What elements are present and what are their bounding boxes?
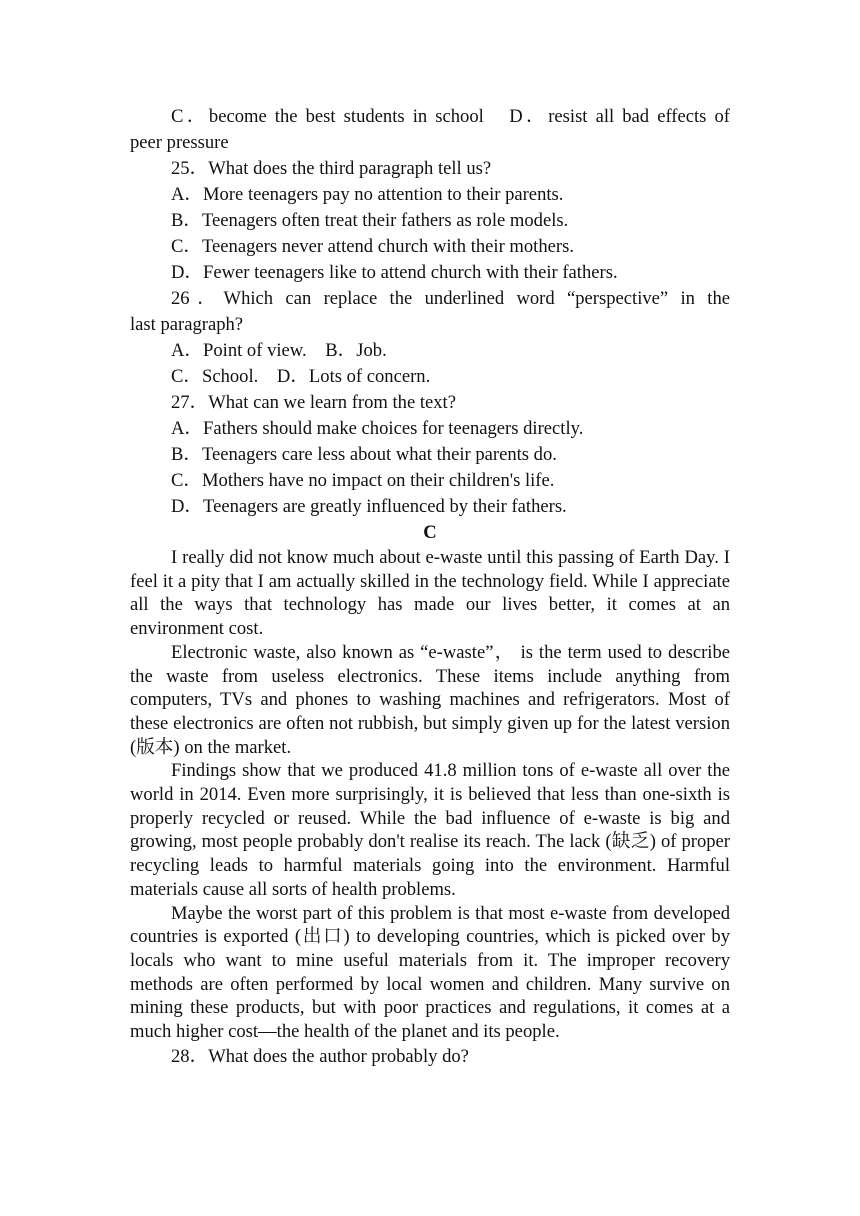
q27-option-a: A．Fathers should make choices for teenagers directly. — [171, 418, 584, 439]
q25-option-c: C．Teenagers never attend church with their mothers. — [171, 236, 574, 257]
document-page — [130, 104, 730, 1070]
q25-stem: 25．What does the third paragraph tell us? — [171, 158, 492, 179]
q27-option-c: C．Mothers have no impact on their children's life. — [171, 470, 555, 491]
passage-paragraph-3: Findings show that we produced 41.8 million tons of e-waste all over the world in 2014. Even more surprisingly, it is believed that less than one-sixth is properly recycled or reused. While the bad influence of e-waste is big and growing, most people probably don't realise its reach. The lack (缺乏) of proper recycling leads to harmful materials going into the environment. Harmful materials cause all sorts of health problems. — [130, 760, 730, 900]
q24-option-cd-line2: peer pressure — [130, 132, 229, 153]
q25-option-d: D．Fewer teenagers like to attend church with their fathers. — [171, 262, 618, 283]
q26-stem-line1: 26．Which can replace the underlined word “perspective” in the — [171, 288, 730, 309]
q26-options-row2: C．School. D．Lots of concern. — [171, 366, 431, 387]
section-c-heading: C — [423, 522, 437, 543]
q25-option-b: B．Teenagers often treat their fathers as role models. — [171, 210, 569, 231]
passage-paragraph-2: Electronic waste, also known as “e-waste”， is the term used to describe the waste from useless electronics. These items include anything from computers, TVs and phones to washing machines and refrigerators. Most of these electronics are often not rubbish, but simply given up for the latest version (版本) on the market. — [130, 641, 730, 758]
q27-stem: 27．What can we learn from the text? — [171, 392, 456, 413]
q25-option-a: A．More teenagers pay no attention to their parents. — [171, 184, 564, 205]
q27-option-b: B．Teenagers care less about what their parents do. — [171, 444, 557, 465]
passage-paragraph-1: I really did not know much about e-waste until this passing of Earth Day. I feel it a pity that I am actually skilled in the technology field. While I appreciate all the ways that technology has made our lives better, it comes at an environment cost. — [130, 547, 730, 640]
q24-option-cd-line1: C．become the best students in school D．resist all bad effects of — [171, 106, 730, 127]
q26-options-row1: A．Point of view. B．Job. — [171, 340, 387, 361]
q28-stem: 28．What does the author probably do? — [171, 1045, 469, 1067]
q27-option-d: D．Teenagers are greatly influenced by their fathers. — [171, 496, 567, 517]
q26-stem-line2: last paragraph? — [130, 314, 244, 335]
passage-paragraph-4: Maybe the worst part of this problem is that most e-waste from developed countries is exported (出口) to developing countries, which is picked over by locals who want to mine useful materials from it. The improper recovery methods are often performed by local women and children. Many survive on mining these products, but with poor practices and regulations, it comes at a much higher cost—the health of the planet and its people. — [130, 902, 730, 1043]
